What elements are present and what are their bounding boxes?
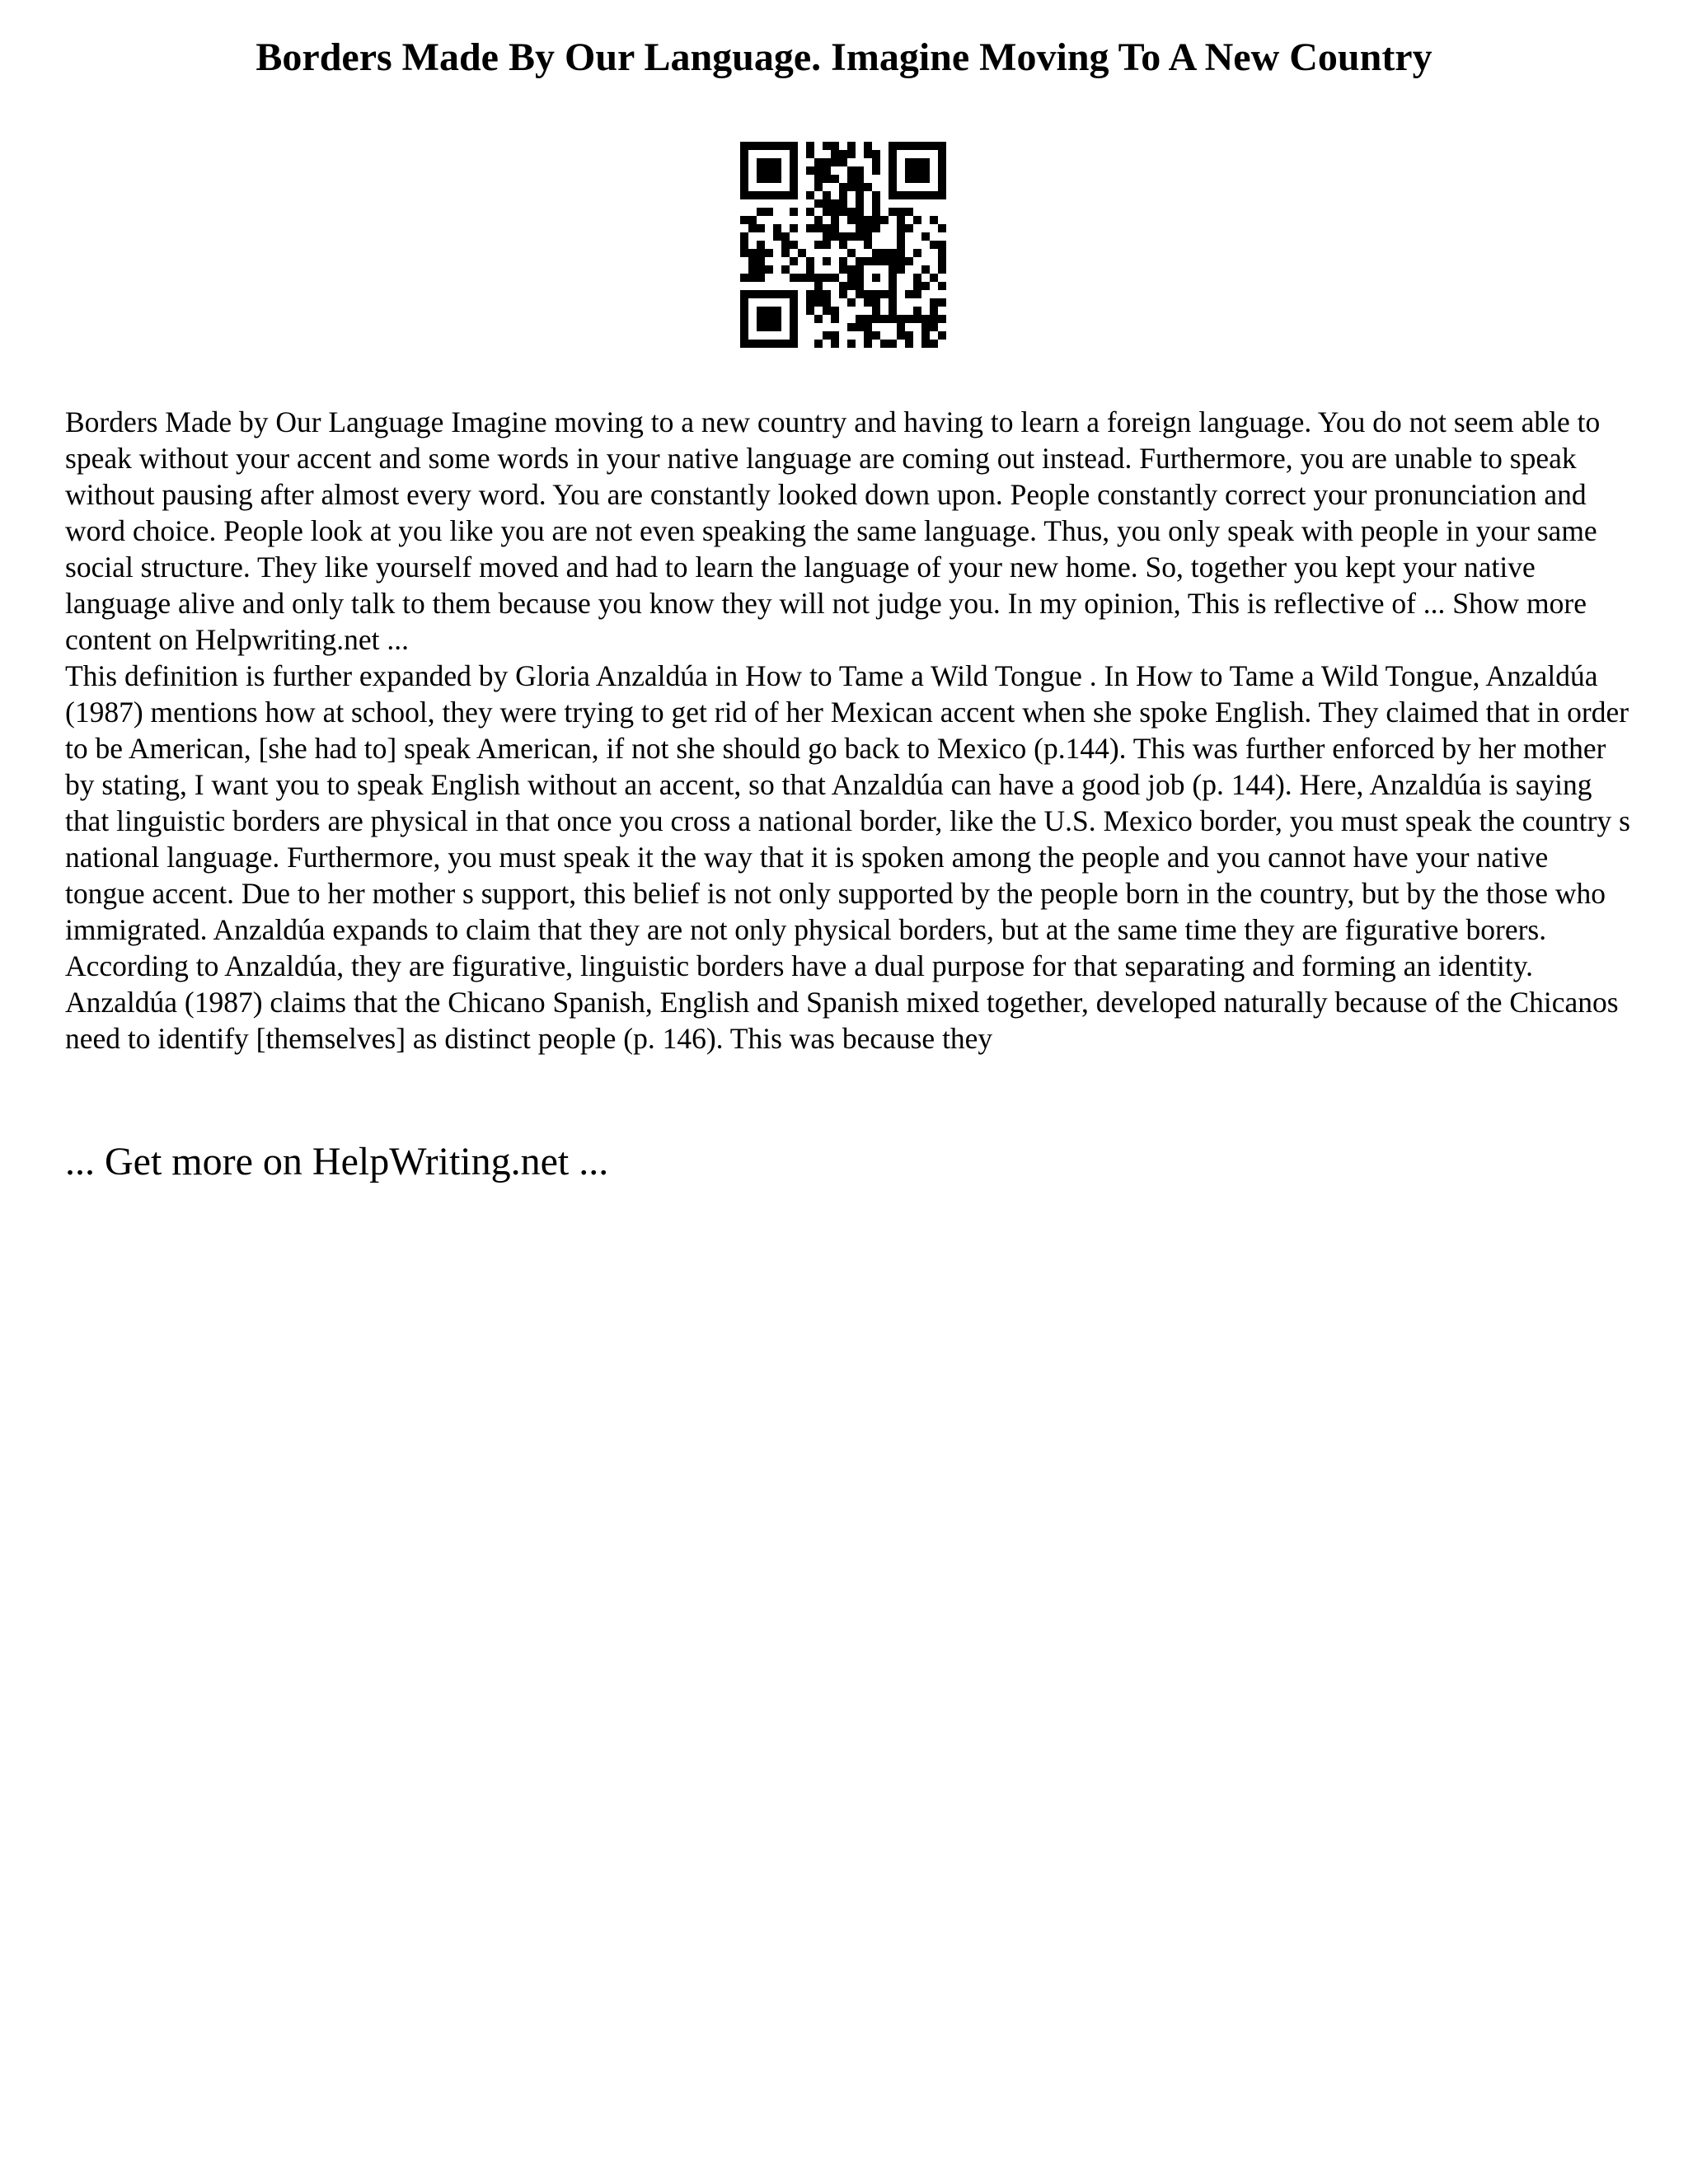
paragraph-analysis: This definition is further expanded by Gloria Anzaldúa in How to Tame a Wild Tongue . In How to Tame a Wild Tongue, Anzaldúa (1987) mentions how at school, they were trying to get rid of her Mexican accent when she spoke English. They claimed that in order to be American, [she had to] speak American, if not she should go back to Mexico (p.144). This was further enforced by her mother by stating, I want you to speak English without an accent, so that Anzaldúa can have a good job (p. 144). Here, Anzaldúa is saying that linguistic borders are physical in that once you cross a national border, like the U.S. Mexico border, you must speak the country s national language. Furthermore, you must speak it the way that it is spoken among the people and you cannot have your native tongue accent. Due to her mother s support, this belief is not only supported by the people born in the country, but by the those who immigrated. Anzaldúa expands to claim that they are not only physical borders, but at the same time they are figurative borers. According to Anzaldúa, they are figurative, linguistic borders have a dual purpose for that separating and forming an identity. Anzaldúa (1987) claims that the Chicano Spanish, English and Spanish mixed together, developed naturally because of the Chicanos need to identify [themselves] as distinct people (p. 146). This was because they — [65, 659, 1630, 1055]
document-title: Borders Made By Our Language. Imagine Moving To A New Country — [256, 35, 1432, 79]
document-body — [65, 404, 1631, 1057]
get-more-link[interactable]: ... Get more on HelpWriting.net ... — [65, 1140, 609, 1183]
paragraph-intro: Borders Made by Our Language Imagine moving to a new country and having to learn a foreign language. You do not seem able to speak without your accent and some words in your native language are coming out instead. Furthermore, you are unable to speak without pausing after almost every word. You are constantly looked down upon. People constantly correct your pronunciation and word choice. People look at you like you are not even speaking the same language. Thus, you only speak with people in your same social structure. They like yourself moved and had to learn the language of your new home. So, together you kept your native language alive and only talk to them because you know they will not judge you. In my opinion, This is reflective of ... Show more content on Helpwriting.net ... — [65, 405, 1601, 656]
qr-code-icon[interactable] — [740, 142, 946, 348]
qr-code-graphic — [740, 142, 946, 348]
